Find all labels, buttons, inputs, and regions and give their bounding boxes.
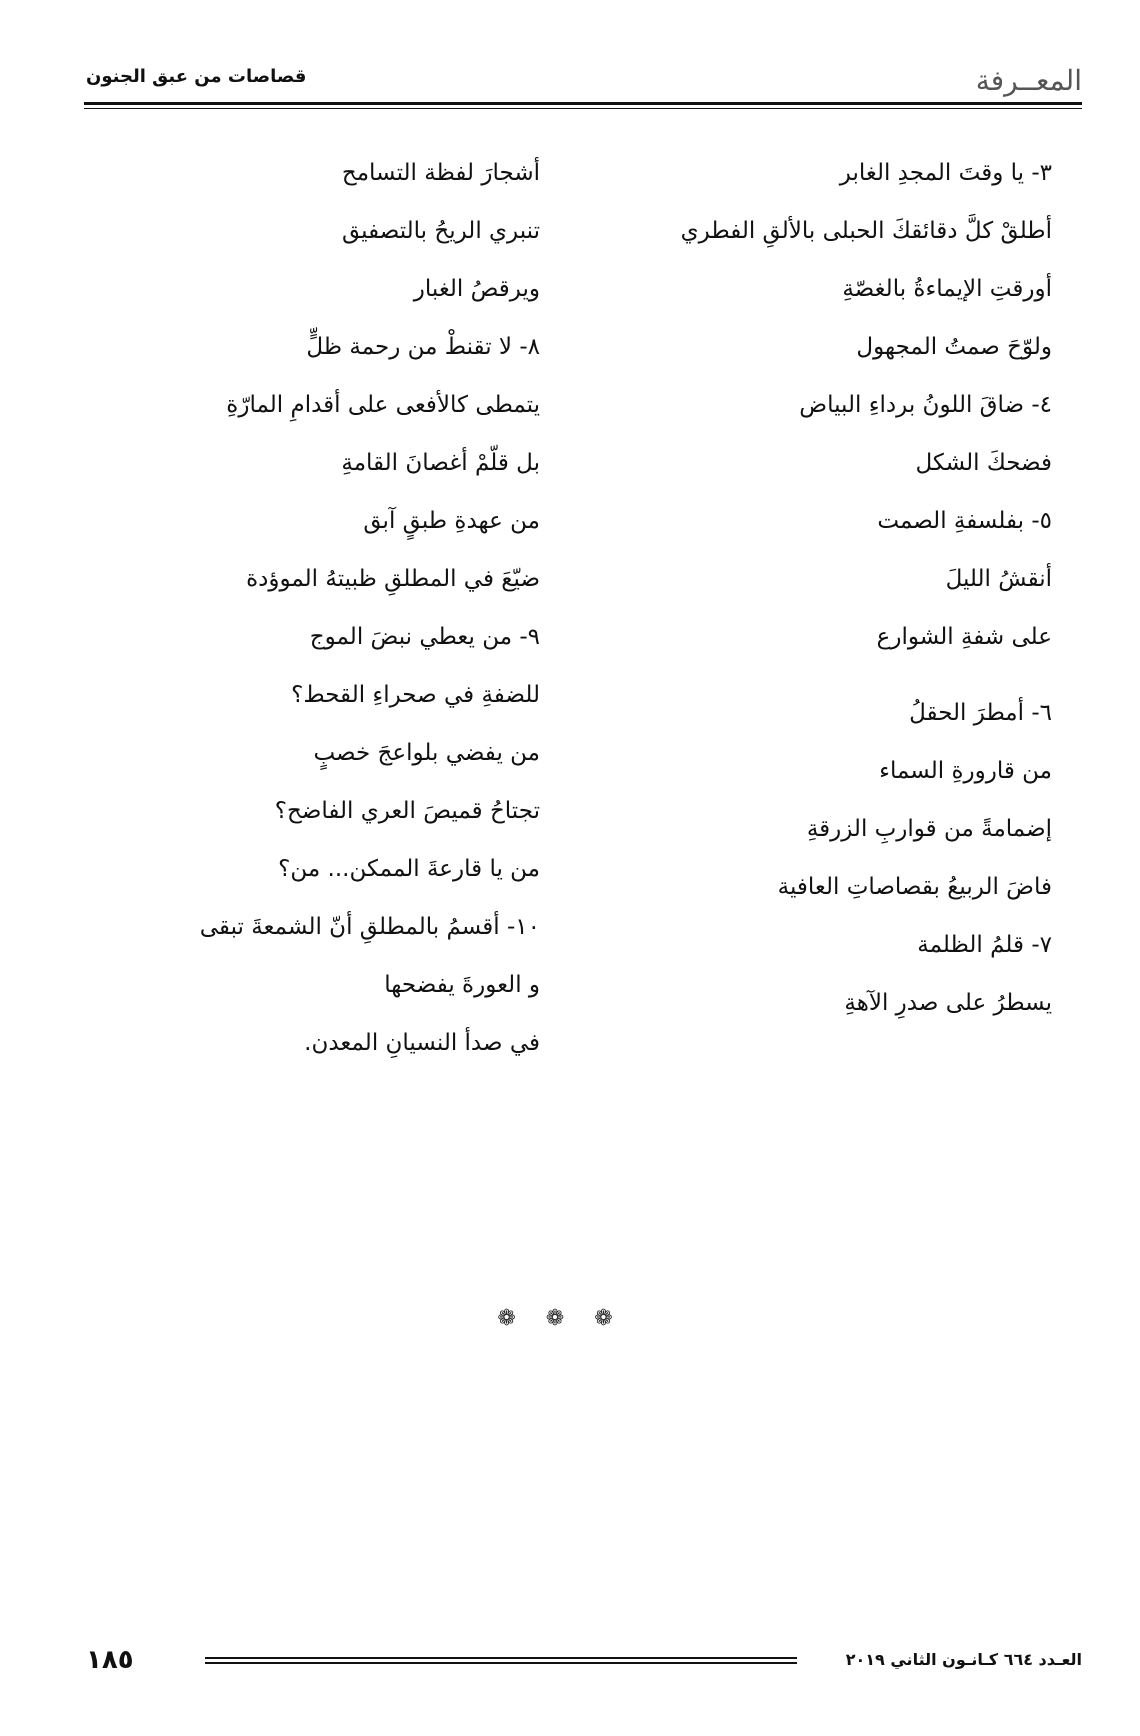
poem-line: تنبري الريحُ بالتصفيق [342, 218, 540, 244]
poem-line: من قارورةِ السماء [879, 758, 1052, 784]
flower-ornament-icon: ❁❁❁ [497, 1306, 643, 1331]
poem-line: ٧- قلمُ الظلمة [917, 932, 1052, 958]
poem-line: يسطرُ على صدرِ الآهةِ [844, 990, 1052, 1016]
poem-line: أشجارَ لفظة التسامح [341, 160, 540, 186]
magazine-logo: المعــرفة [975, 64, 1082, 97]
poem-line: إضمامةً من قواربِ الزرقةِ [806, 816, 1052, 842]
poem-line: ٣- يا وقتَ المجدِ الغابر [839, 160, 1052, 186]
poem-line: ويرقصُ الغبار [413, 276, 540, 302]
poem-line: ٩- من يعطي نبضَ الموج [309, 624, 540, 650]
poem-line: ٦- أمطرَ الحقلُ [909, 700, 1052, 726]
article-title: قصاصات من عبق الجنون [86, 66, 307, 87]
poem-line: يتمطى كالأفعى على أقدامِ المارّةِ [226, 392, 540, 418]
poem-line: أنقشُ الليلَ [945, 566, 1052, 592]
poem-line: من يفضي بلواعجَ خصبٍ [313, 740, 540, 766]
poem-line: للضفةِ في صحراءِ القحط؟ [291, 682, 540, 708]
poem-line: على شفةِ الشوارع [876, 624, 1052, 650]
poem-line: ٨- لا تقنطْ من رحمة ظلٍّ [306, 334, 540, 360]
poem-line: من عهدةِ طبقٍ آبق [363, 508, 540, 534]
poem-line: ٥- بفلسفةِ الصمت [877, 508, 1052, 534]
poem-line: في صدأ النسيانِ المعدن. [304, 1030, 540, 1056]
poem-line: تجتاحُ قميصَ العري الفاضح؟ [274, 798, 540, 824]
poem-line: ١٠- أقسمُ بالمطلقِ أنّ الشمعةَ تبقى [199, 914, 540, 940]
poem-line: و العورةَ يفضحها [384, 972, 540, 998]
poem-line: أطلقْ كلَّ دقائقكَ الحبلى بالألقِ الفطري [680, 218, 1052, 244]
poem-line: فضحكَ الشكل [915, 450, 1052, 476]
poem-line: من يا قارعةَ الممكن... من؟ [278, 856, 540, 882]
poem-line: ولوّحَ صمتُ المجهول [856, 334, 1052, 360]
header-divider-thin [84, 108, 1082, 109]
poem-line: أورقتِ الإيماءةُ بالغصّةِ [842, 276, 1052, 302]
header-divider [84, 102, 1082, 105]
issue-info: العـدد ٦٦٤ كـانـون الثاني ٢٠١٩ [845, 1650, 1082, 1669]
poem-column-right [602, 158, 1052, 1046]
poem-column-left [120, 158, 540, 1086]
footer-divider-double [205, 1662, 797, 1664]
poem-line: بل قلّمْ أغصانَ القامةِ [341, 450, 540, 476]
poem-line: ضيّعَ في المطلقِ ظبيتهُ الموؤدة [246, 566, 540, 592]
page-number: ١٨٥ [86, 1645, 134, 1675]
footer-divider [205, 1657, 797, 1659]
poem-line: فاضَ الربيعُ بقصاصاتِ العافية [777, 874, 1052, 900]
poem-line: ٤- ضاقَ اللونُ برداءِ البياض [799, 392, 1052, 418]
